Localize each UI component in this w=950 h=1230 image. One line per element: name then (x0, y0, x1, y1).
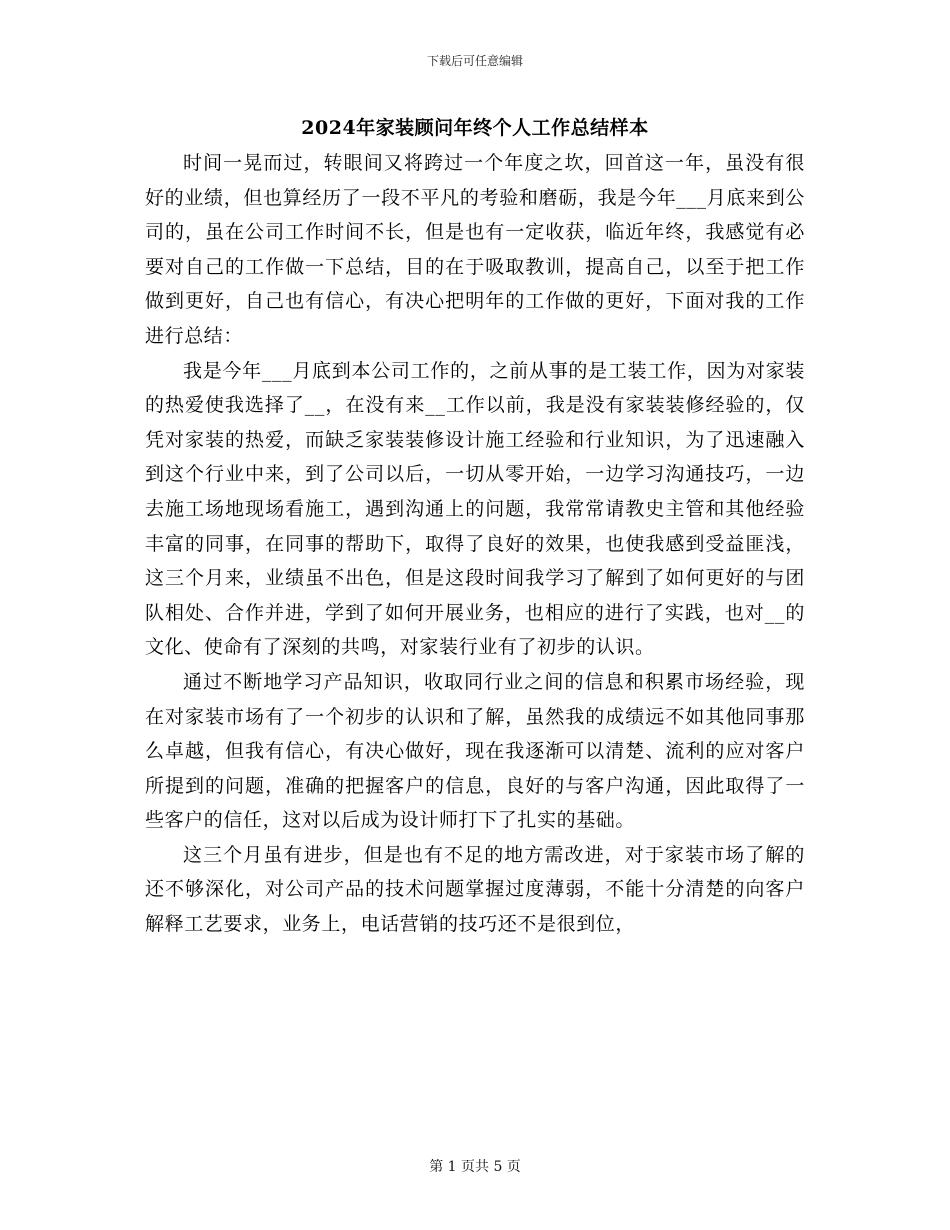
paragraph-shortcomings: 这三个月虽有进步，但是也有不足的地方需改进，对于家装市场了解的还不够深化，对公司产品的技术问题掌握过度薄弱，不能十分清楚的向客户解释工艺要求，业务上，电话营销的技巧还不是很到位， (145, 843, 805, 936)
header-note: 下载后可任意编辑 (426, 54, 523, 68)
paragraph-background: 我是今年___月底到本公司工作的，之前从事的是工装工作，因为对家装的热爱使我选择了__，在没有来__工作以前，我是没有家装装修经验的，仅凭对家装的热爱，而缺乏家装装修设计施工经验和行业知识，为了迅速融入到这个行业中来，到了公司以后，一切从零开始，一边学习沟通技巧，一边去施工场地现场看施工，遇到沟通上的问题，我常常请教史主管和其他经验丰富的同事，在同事的帮助下，取得了良好的效果，也使我感到受益匪浅，这三个月来，业绩虽不出色，但是这段时间我学习了解到了如何更好的与团队相处、合作并进，学到了如何开展业务，也相应的进行了实践，也对__的文化、使命有了深刻的共鸣，对家装行业有了初步的认识。 (145, 359, 805, 659)
paragraph-intro: 时间一晃而过，转眼间又将跨过一个年度之坎，回首这一年，虽没有很好的业绩，但也算经历了一段不平凡的考验和磨砺，我是今年___月底来到公司的，虽在公司工作时间不长，但是也有一定收获，临近年终，我感觉有必要对自己的工作做一下总结，目的在于吸取教训，提高自己，以至于把工作做到更好，自己也有信心，有决心把明年的工作做的更好，下面对我的工作进行总结： (145, 152, 805, 347)
paragraph-progress: 通过不断地学习产品知识，收取同行业之间的信息和积累市场经验，现在对家装市场有了一个初步的认识和了解，虽然我的成绩远不如其他同事那么卓越，但我有信心，有决心做好，现在我逐渐可以清楚、流利的应对客户所提到的问题，准确的把握客户的信息，良好的与客户沟通，因此取得了一些客户的信任，这对以后成为设计师打下了扎实的基础。 (145, 670, 805, 832)
page-number: 第 1 页共 5 页 (429, 1159, 521, 1175)
document-title: 2024年家装顾问年终个人工作总结样本 (301, 117, 649, 139)
document-body (145, 146, 805, 942)
